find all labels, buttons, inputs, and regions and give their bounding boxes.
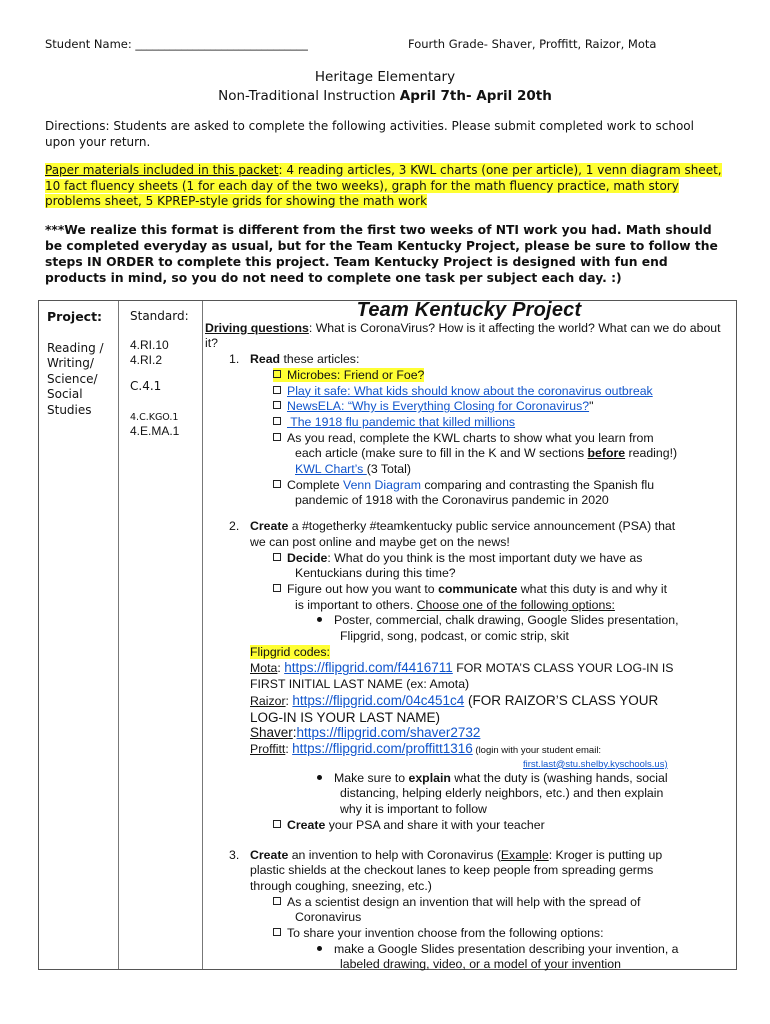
step-2-heading xyxy=(205,519,733,535)
bullet-icon xyxy=(317,617,322,622)
project-table xyxy=(38,300,737,970)
shaver-flipgrid-link[interactable]: https://flipgrid.com/shaver2732 xyxy=(296,725,481,741)
article-title: Microbes: Friend or Foe? xyxy=(287,367,425,382)
options-text: Poster, commercial, chalk drawing, Google Slides presentation, xyxy=(334,613,679,628)
standard-code: 4.E.MA.1 xyxy=(130,424,180,438)
checkbox-icon[interactable] xyxy=(273,820,281,828)
step-3-heading xyxy=(205,848,733,864)
step-verb: Create xyxy=(250,519,289,534)
school-name: Heritage Elementary xyxy=(314,69,456,85)
share-option-text: make a Google Slides presentation describing your invention, a xyxy=(334,941,679,956)
create-psa-item xyxy=(205,818,733,834)
shaver-line: Shaver:https://flipgrid.com/shaver2732 xyxy=(250,725,481,741)
create-text: your PSA and share it with your teacher xyxy=(325,817,545,832)
instruction-dates-line xyxy=(0,88,770,104)
step-number: 1. xyxy=(229,352,240,367)
driving-label: Driving questions xyxy=(205,320,309,335)
mota-cont: FIRST INITIAL LAST NAME (ex: Amota) xyxy=(250,677,470,692)
venn-text: Complete xyxy=(287,477,344,492)
checkbox-icon[interactable] xyxy=(273,928,281,936)
article-item[interactable]: NewsELA: “Why is Everything Closing for Coronavirus?" xyxy=(205,399,733,415)
options-item xyxy=(205,613,733,629)
directions: Directions: Students are asked to complete the following activities. Please submit completed work to school upon your return. xyxy=(45,119,694,149)
share-option xyxy=(205,942,733,958)
explain-cont: why it is important to follow xyxy=(340,802,487,817)
explain-cont: distancing, helping elderly neighbors, etc.) and then explain xyxy=(340,786,664,801)
proffitt-line: Proffitt: https://flipgrid.com/proffitt1316 (login with your student email: xyxy=(250,740,602,756)
bullet-icon xyxy=(317,775,322,780)
subject-line: Social xyxy=(47,387,83,401)
figure-text: is important to others. xyxy=(295,597,417,612)
decide-item xyxy=(205,551,733,567)
article-item[interactable] xyxy=(205,384,733,400)
grade-line: Fourth Grade- Shaver, Proffitt, Raizor, Mota xyxy=(408,37,657,51)
step-verb: Read xyxy=(250,352,281,367)
kwl-link-line xyxy=(205,462,733,478)
explain-item xyxy=(205,771,733,787)
checkbox-icon[interactable] xyxy=(273,480,281,488)
raizor-cont: LOG-IN IS YOUR LAST NAME) xyxy=(250,709,441,725)
checkbox-icon[interactable] xyxy=(273,553,281,561)
proffitt-note: (login with your student email: xyxy=(472,744,602,756)
project-title: Team Kentucky Project xyxy=(356,299,582,321)
shaver-label: Shaver xyxy=(250,725,293,741)
standard-code: 4.RI.2 xyxy=(130,353,163,367)
flipgrid-codes: Flipgrid codes: xyxy=(250,644,330,659)
explain-text: what the duty is (washing hands, social xyxy=(450,770,668,785)
decide-text: : What do you think is the most important duty we have as xyxy=(327,550,643,565)
venn-instruction-cont: pandemic of 1918 with the Coronavirus pandemic in 2020 xyxy=(295,493,609,508)
checkbox-icon[interactable] xyxy=(273,433,281,441)
mota-label: Mota xyxy=(250,661,278,676)
mota-flipgrid-link[interactable]: https://flipgrid.com/f4416711 xyxy=(284,660,453,676)
project-header: Project: xyxy=(47,309,103,324)
share-option-cont: labeled drawing, video, or a model of your invention xyxy=(340,957,621,972)
standard-code: C.4.1 xyxy=(130,379,162,393)
figure-cont xyxy=(205,598,733,614)
figure-text: what this duty is and why it xyxy=(517,581,668,596)
student-name-line: Student Name: ______________________________ xyxy=(45,37,308,51)
student-email-line xyxy=(205,759,733,771)
checkbox-icon[interactable] xyxy=(273,584,281,592)
kwl-text: As you read, complete the KWL charts to show what you learn from xyxy=(287,430,654,445)
article-item[interactable] xyxy=(205,415,733,431)
article-link[interactable]: NewsELA: “Why is Everything Closing for Coronavirus? xyxy=(287,399,590,414)
bullet-icon xyxy=(317,946,322,951)
figure-text: Figure out how you want to xyxy=(287,581,439,596)
kwl-instruction-cont xyxy=(205,446,733,462)
instruction-dates: April 7th- April 20th xyxy=(399,88,552,104)
raizor-label: Raizor xyxy=(250,693,286,708)
step-text: these articles: xyxy=(280,352,360,367)
instruction-prefix: Non-Traditional Instruction xyxy=(218,88,400,104)
options-cont: Flipgrid, song, podcast, or comic strip, skit xyxy=(340,629,569,644)
article-link[interactable]: The 1918 flu pandemic that killed millions xyxy=(287,414,516,429)
subject-line: Science/ xyxy=(47,371,98,386)
checkbox-icon[interactable] xyxy=(273,417,281,425)
notice-paragraph: ***We realize this format is different from the first two weeks of NTI work you had. Math should be completed everyday as usual, but for the Team Kentucky Project, please be sure to follow the steps IN ORDER to complete this project. Team Kentucky Project is designed with fun end products in mind, so you do not need to complete one task per subject each day. :) xyxy=(45,223,718,285)
proffitt-flipgrid-link[interactable]: https://flipgrid.com/proffitt1316 xyxy=(292,740,473,756)
kwl-instruction xyxy=(205,431,733,447)
explain-text: Make sure to xyxy=(334,770,409,785)
flipgrid-codes-label xyxy=(205,645,733,661)
raizor-flipgrid-link[interactable]: https://flipgrid.com/04c451c4 xyxy=(292,692,465,708)
share-item xyxy=(205,926,733,942)
step-2-cont: we can post online and maybe get on the news! xyxy=(250,534,510,549)
column-divider xyxy=(118,301,119,969)
create-label: Create xyxy=(287,817,326,832)
raizor-line: Raizor: https://flipgrid.com/04c451c4 (FOR RAIZOR’S CLASS YOUR xyxy=(250,692,659,708)
checkbox-icon[interactable] xyxy=(273,370,281,378)
figure-item xyxy=(205,582,733,598)
standard-code: 4.RI.10 xyxy=(130,338,169,352)
checkbox-icon[interactable] xyxy=(273,401,281,409)
checkbox-icon[interactable] xyxy=(273,897,281,905)
article-link[interactable]: Play it safe: What kids should know about the coronavirus outbreak xyxy=(287,383,653,398)
step-text: an invention to help with Coronavirus ( xyxy=(288,847,501,862)
article-item[interactable] xyxy=(205,368,733,384)
step-number: 2. xyxy=(229,519,240,534)
scientist-cont: Coronavirus xyxy=(295,910,362,925)
step-3-cont: through coughing, sneezing, etc.) xyxy=(250,878,432,893)
kwl-text: reading!) xyxy=(625,446,678,461)
materials-paragraph xyxy=(45,163,725,210)
subject-line: Writing/ xyxy=(47,356,94,370)
venn-instruction xyxy=(205,478,733,494)
share-text: To share your invention choose from the following options: xyxy=(287,926,604,941)
scientist-item xyxy=(205,895,733,911)
subject-line: Studies xyxy=(47,402,92,417)
decide-label: Decide xyxy=(287,550,328,565)
driving-text: : What is CoronaVirus? How is it affecting the world? What can we do about it? xyxy=(205,320,721,351)
proffitt-label: Proffitt xyxy=(250,741,286,756)
standard-code: 4.C.KGO.1 xyxy=(130,412,179,423)
step-verb: Create xyxy=(250,847,289,862)
communicate-label: communicate xyxy=(438,581,518,596)
step-number: 3. xyxy=(229,847,240,862)
step-text: a #togetherky #teamkentucky public service announcement (PSA) that xyxy=(288,519,676,534)
kwl-before: before xyxy=(587,446,626,461)
example-label: Example xyxy=(500,847,549,862)
driving-questions xyxy=(205,321,733,352)
decide-cont: Kentuckians during this time? xyxy=(295,566,456,581)
figure-choose: Choose one of the following options: xyxy=(416,597,615,612)
column-divider xyxy=(202,301,203,969)
materials-label: Paper materials included in this packet xyxy=(45,163,279,177)
step-1-heading xyxy=(205,352,733,368)
materials-text: : 4 reading articles, 3 KWL charts (one per article), 1 venn diagram sheet, 10 fact fluency sheets (1 for each day of the two weeks), graph for the math fluency practice, math story problems sheet, 5 KPREP-style grids for showing the math work xyxy=(45,163,722,208)
explain-label: explain xyxy=(408,770,451,785)
venn-diagram-link[interactable]: Venn Diagram xyxy=(343,477,421,492)
raizor-text: (FOR RAIZOR’S CLASS YOUR xyxy=(464,692,659,708)
step-3-cont: plastic shields at the checkout lanes to keep people from spreading germs xyxy=(250,863,654,878)
step-text: : Kroger is putting up xyxy=(548,847,663,862)
venn-text: comparing and contrasting the Spanish flu xyxy=(420,477,655,492)
mota-line: Mota: https://flipgrid.com/f4416711 FOR MOTA’S CLASS YOUR LOG-IN IS xyxy=(250,660,674,676)
scientist-text: As a scientist design an invention that will help with the spread of xyxy=(287,894,641,909)
student-email[interactable]: first.last@stu.shelby.kyschools.us) xyxy=(523,758,668,770)
mota-text: FOR MOTA’S CLASS YOUR LOG-IN IS xyxy=(452,661,674,676)
checkbox-icon[interactable] xyxy=(273,386,281,394)
kwl-text: each article (make sure to fill in the K and W sections xyxy=(295,446,588,461)
project-details xyxy=(205,301,733,973)
subject-line: Reading / xyxy=(47,340,104,355)
standard-header: Standard: xyxy=(130,309,189,323)
kwl-chart-link[interactable]: KWL Chart’s xyxy=(295,462,367,477)
kwl-total: (3 Total) xyxy=(366,462,411,477)
standard-column xyxy=(130,309,200,439)
project-column xyxy=(47,309,117,418)
